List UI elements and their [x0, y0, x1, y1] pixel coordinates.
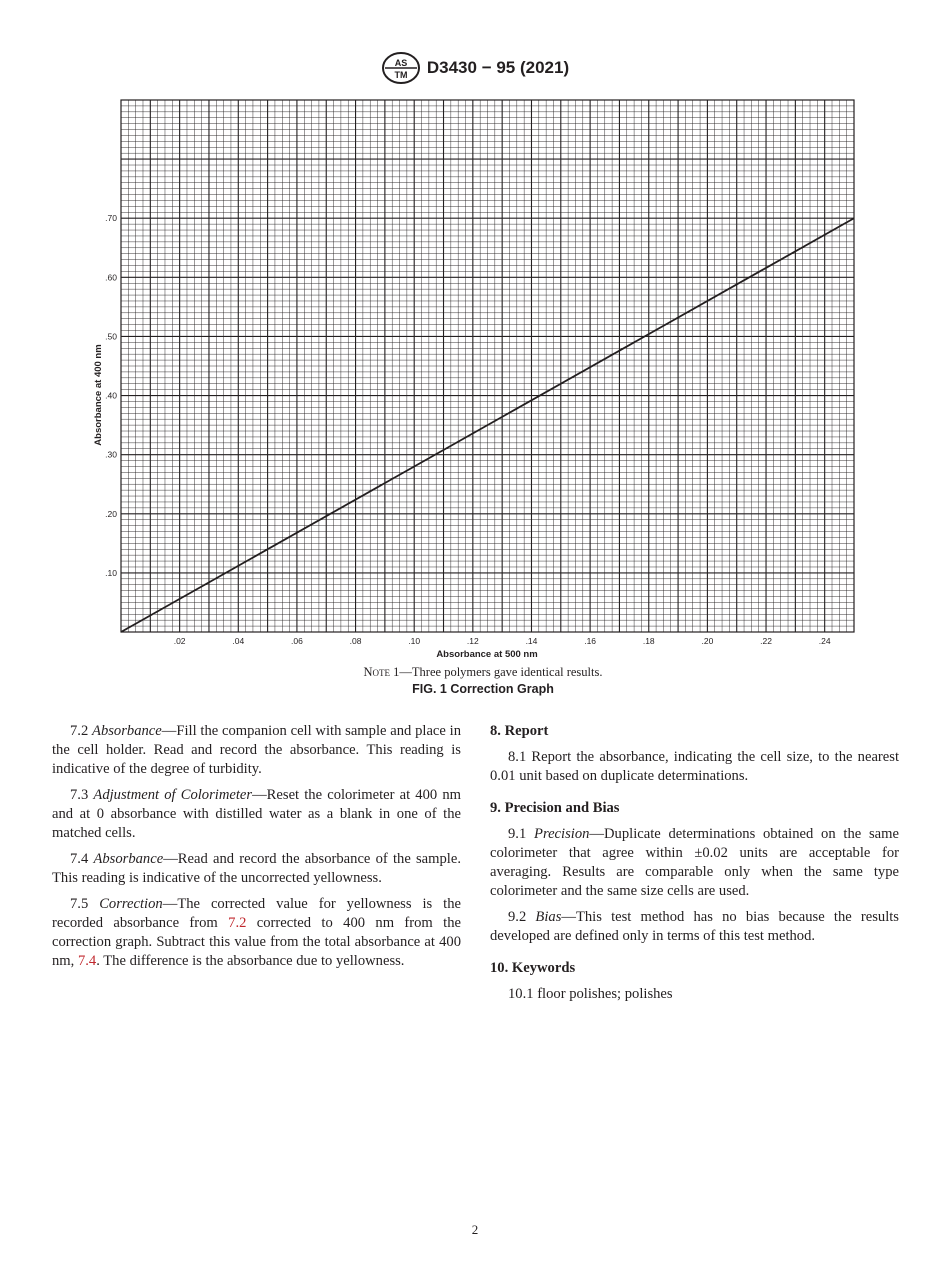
paragraph-7-5: 7.5 Correction—The corrected value for yellowness is the recorded absorbance from 7.2 corrected to 400 nm from the correction graph. Subtract this value from the total absorbance at 400 nm, 7.4. The difference is the absorbance due to yellowness.	[52, 896, 461, 969]
x-tick-label: .18	[642, 636, 655, 646]
page-number: 2	[471, 1222, 479, 1237]
paragraph-7-2: 7.2 Absorbance—Fill the companion cell with sample and place in the cell holder. Read and record the absorbance. This reading is indicative of the degree of turbidity.	[52, 723, 461, 777]
y-tick-label: .40	[105, 390, 117, 401]
page-header	[0, 50, 950, 86]
x-tick-label: .12	[466, 636, 479, 646]
paragraph-9-2: 9.2 Bias—This test method has no bias because the results developed are defined only in terms of this test method.	[490, 909, 899, 944]
y-tick-label: .70	[105, 213, 117, 224]
y-axis-label: Absorbance at 400 nm	[93, 344, 104, 446]
left-column	[52, 722, 461, 978]
x-tick-label: .02	[173, 636, 186, 646]
document-designation: D3430 − 95 (2021)	[426, 58, 570, 77]
x-tick-label: .16	[584, 636, 597, 646]
x-axis-label: Absorbance at 500 nm	[436, 649, 538, 660]
astm-logo-icon	[381, 51, 421, 85]
correction-graph	[85, 90, 875, 670]
section-9-heading: 9. Precision and Bias	[490, 800, 620, 816]
figure-caption: FIG. 1 Correction Graph	[412, 682, 554, 696]
note-label: Note 1	[363, 665, 400, 679]
x-tick-label: .10	[408, 636, 421, 646]
link-section-7-2[interactable]: 7.2	[228, 915, 247, 931]
x-tick-label: .14	[525, 636, 538, 646]
note-text: —Three polymers gave identical results.	[399, 665, 603, 679]
y-tick-label: .50	[105, 331, 117, 342]
x-tick-label: .08	[349, 636, 362, 646]
link-section-7-4[interactable]: 7.4	[77, 953, 97, 969]
y-tick-label: .10	[105, 567, 117, 578]
figure-note	[0, 665, 950, 680]
x-tick-label: .24	[818, 636, 831, 646]
paragraph-7-4: 7.4 Absorbance—Read and record the absorbance of the sample. This reading is indicative of the uncorrected yellowness.	[52, 851, 461, 886]
svg-text:TM: TM	[394, 70, 408, 80]
paragraph-10-1: 10.1 floor polishes; polishes	[508, 986, 673, 1002]
x-tick-label: .06	[291, 636, 303, 646]
x-tick-label: .20	[701, 636, 714, 646]
section-10-heading: 10. Keywords	[490, 960, 576, 976]
chart-grid	[121, 100, 854, 632]
y-tick-label: .30	[105, 449, 117, 460]
right-column	[490, 722, 899, 1011]
paragraph-7-3: 7.3 Adjustment of Colorimeter—Reset the colorimeter at 400 nm and at 0 absorbance with distilled water as a blank in one of the matched cells.	[52, 787, 461, 841]
y-tick-label: .20	[105, 508, 117, 519]
x-axis-ticks	[174, 636, 831, 646]
y-tick-label: .60	[105, 272, 117, 283]
x-tick-label: .04	[232, 636, 245, 646]
x-tick-label: .22	[760, 636, 772, 646]
paragraph-8-1: 8.1 Report the absorbance, indicating the cell size, to the nearest 0.01 unit based on duplicate determinations.	[490, 749, 899, 784]
section-8-heading: 8. Report	[490, 723, 549, 739]
y-axis-ticks	[105, 213, 117, 578]
svg-text:AS: AS	[394, 58, 408, 68]
paragraph-9-1: 9.1 Precision—Duplicate determinations obtained on the same colorimeter that agree within ±0.02 units are acceptable for averaging. Results are comparable only when the same type colorimeter and the same size cells are used.	[490, 826, 899, 899]
